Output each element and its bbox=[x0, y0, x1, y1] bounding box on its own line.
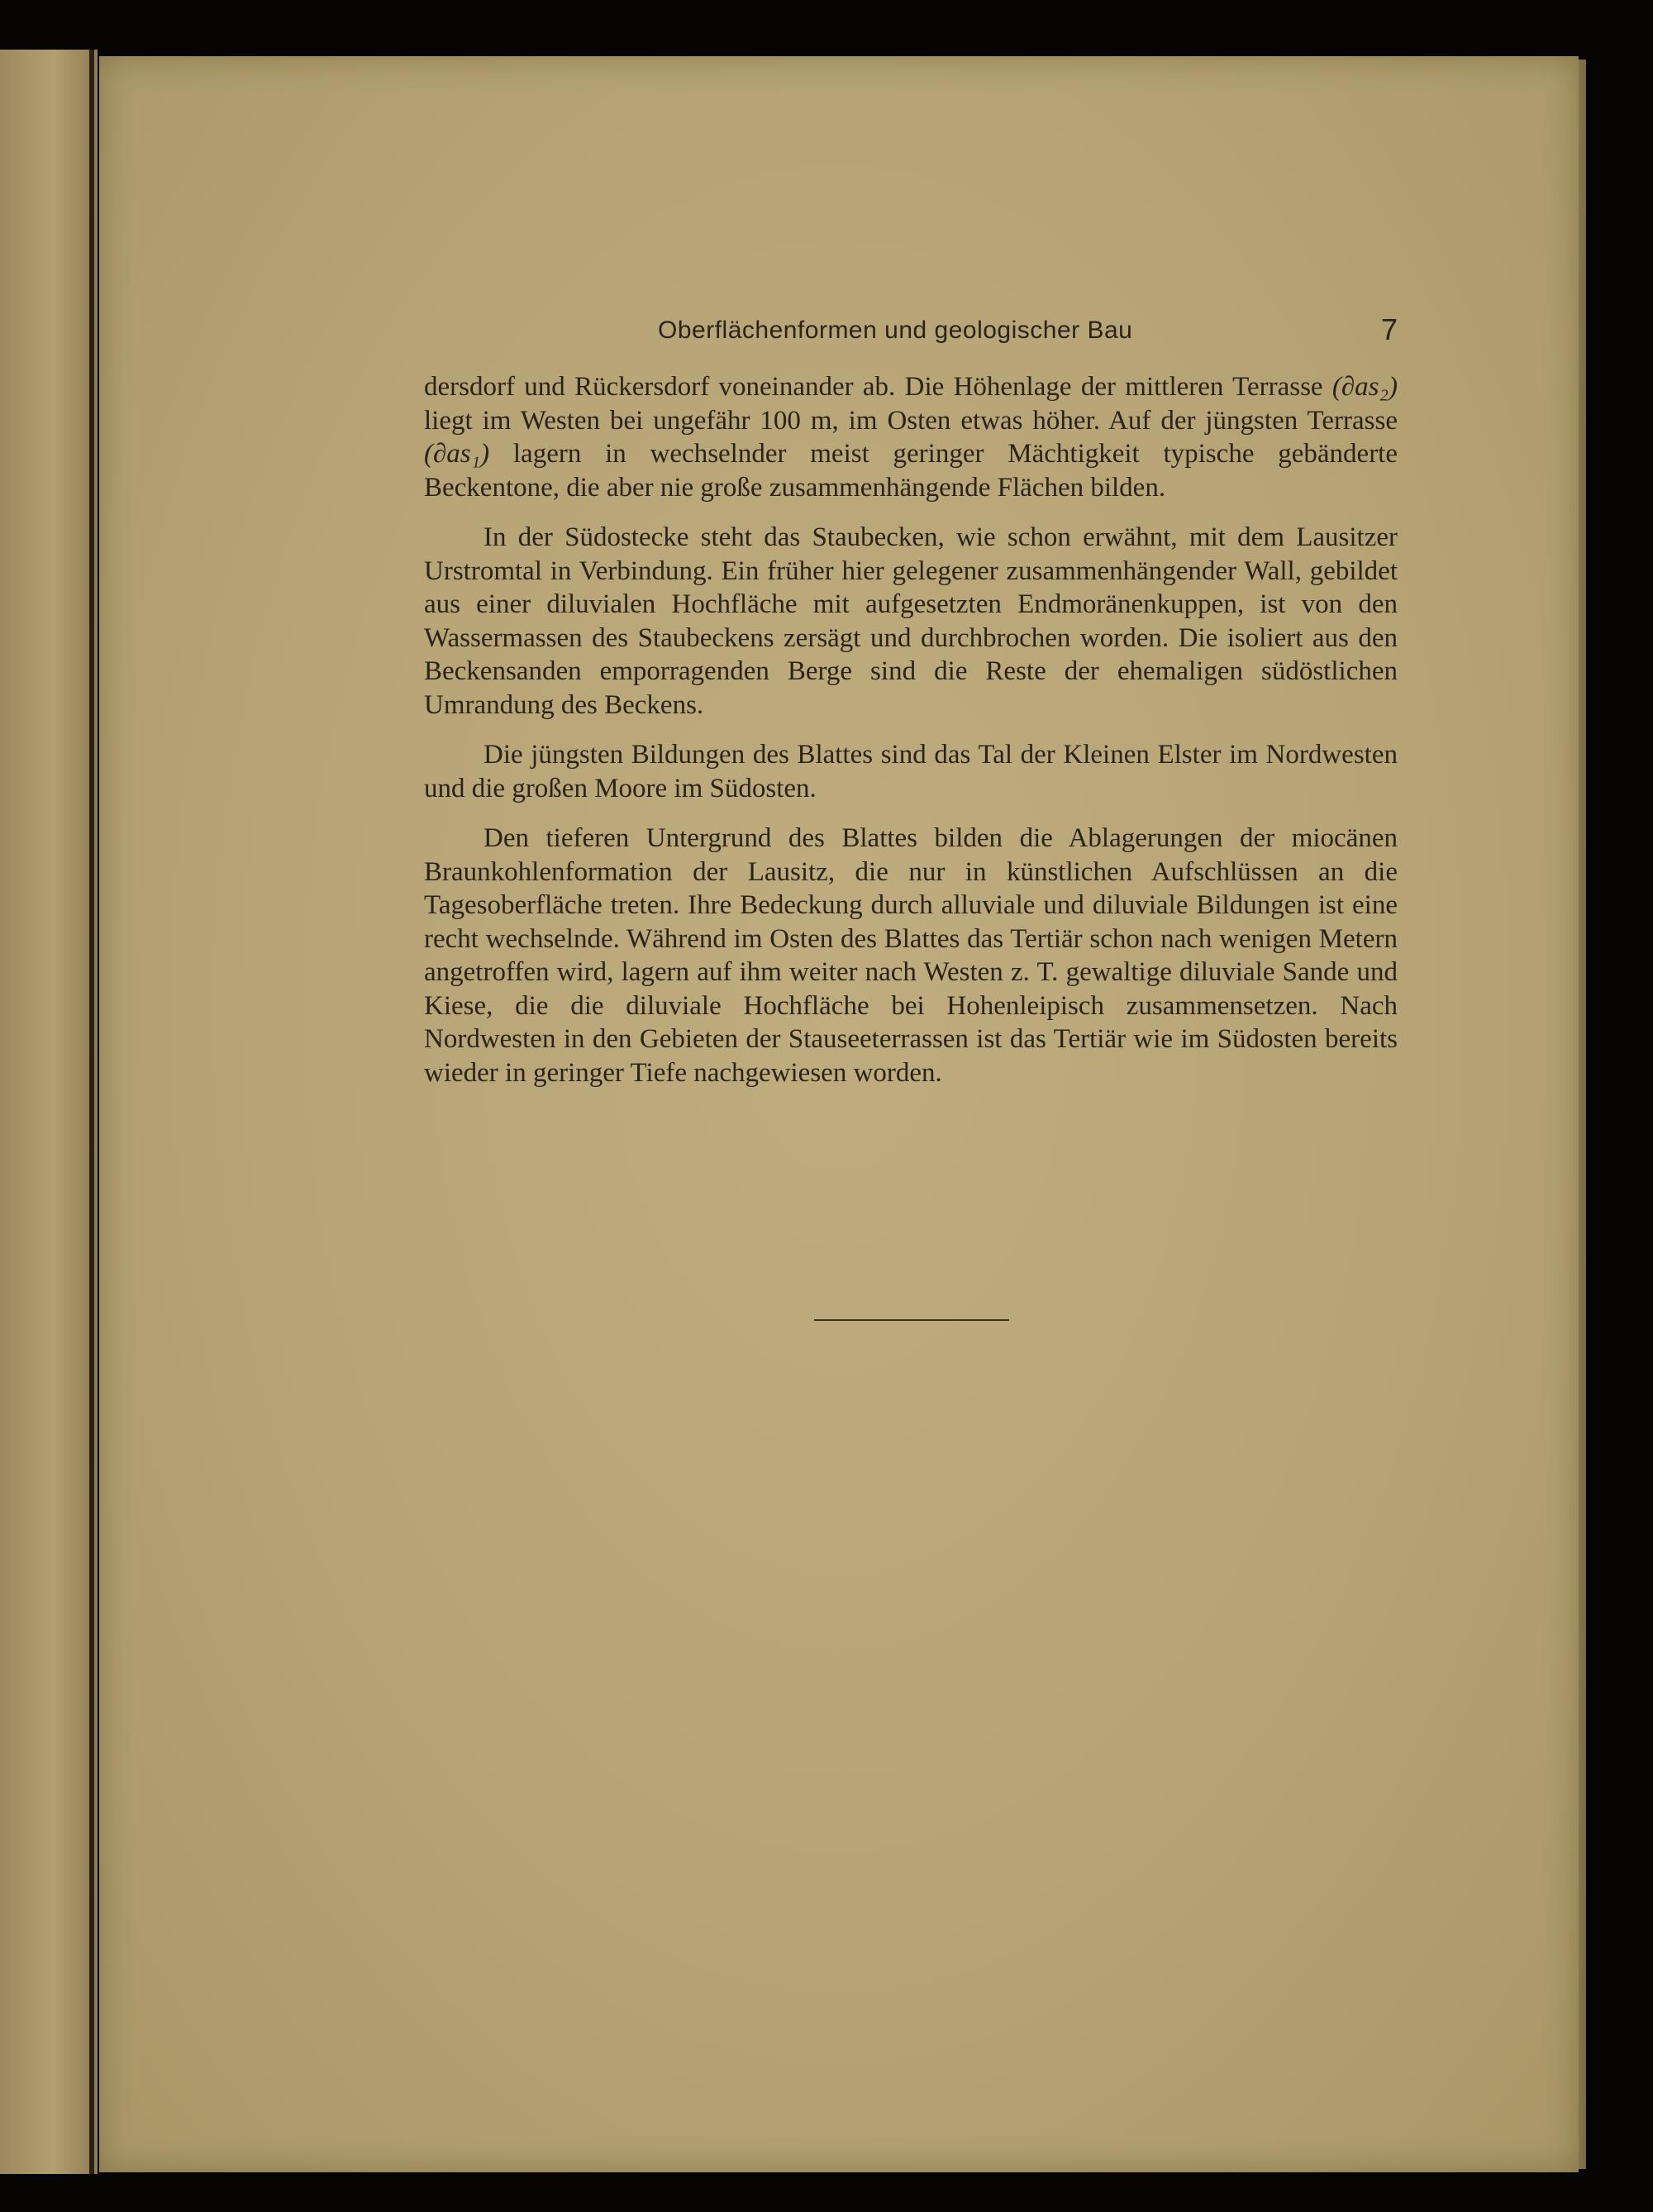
paragraph-4: Den tieferen Untergrund des Blattes bilden die Ablagerungen der miocänen Braunkohlenformation der Lausitz, die nur in künstlichen Aufschlüssen an die Tagesoberfläche treten. Ihre Bedeckung durch alluviale und diluviale Bildungen ist eine recht wechselnde. Während im Osten des Blattes das Tertiär schon nach wenigen Metern angetroffen wird, lagern auf ihm weiter nach Westen z. T. gewaltige diluviale Sande und Kiese, die die diluviale Hochfläche bei Hohenleipisch zusammensetzen. Nach Nordwesten in den Gebieten der Stauseeterrassen ist das Tertiär wie im Südosten bereits wieder in geringer Tiefe nachgewiesen worden. bbox=[424, 823, 1398, 1088]
page-number: 7 bbox=[1380, 312, 1398, 346]
running-head bbox=[424, 312, 1398, 370]
text-block bbox=[424, 312, 1398, 1106]
terrace-symbol-das1: (∂as₁) bbox=[424, 439, 490, 469]
terrace-symbol-das2: (∂as₂) bbox=[1331, 372, 1398, 402]
paragraph-1-text-b: liegt im Westen bei ungefähr 100 m, im Osten etwas höher. Auf der jüngsten Terrasse bbox=[424, 405, 1398, 436]
paragraph-3: Die jüngsten Bildungen des Blattes sind das Tal der Kleinen Elster im Nordwesten und die großen Moore im Südosten. bbox=[424, 740, 1398, 803]
paragraph-1 bbox=[424, 370, 1398, 504]
paragraph-1-text-c: lagern in wechselnder meist geringer Mächtigkeit typische gebänderte Beckentone, die aber nie große zusammenhängende Flächen bilden. bbox=[424, 439, 1398, 503]
paragraph-1-text-a: dersdorf und Rückersdorf voneinander ab. Die Höhenlage der mittleren Terrasse bbox=[424, 372, 1332, 402]
book-page bbox=[99, 56, 1579, 2172]
end-rule bbox=[814, 1319, 1009, 1321]
previous-page-edge bbox=[0, 50, 98, 2174]
paragraph-2: In der Südostecke steht das Staubecken, wie schon erwähnt, mit dem Lausitzer Urstromtal in Verbindung. Ein früher hier gelegener zusammenhängender Wall, gebildet aus einer diluvialen Hochfläche mit aufgesetzten Endmoränenkuppen, ist von den Wassermassen des Staubeckens zersägt und durchbrochen worden. Die isoliert aus den Beckensanden emporragenden Berge sind die Reste der ehemaligen südöstlichen Umrandung des Beckens. bbox=[424, 522, 1398, 720]
binding-gutter bbox=[89, 50, 94, 2174]
running-title: Oberflächenformen und geologischer Bau bbox=[658, 317, 1133, 344]
